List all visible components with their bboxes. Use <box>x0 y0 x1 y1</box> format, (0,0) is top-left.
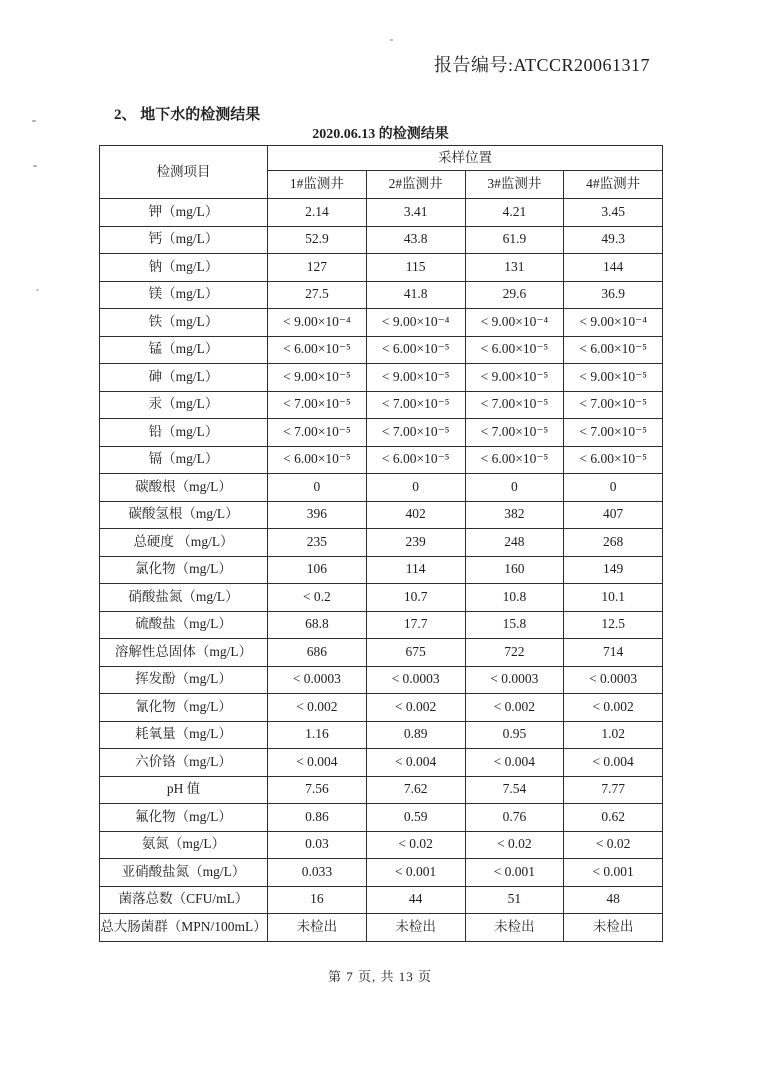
parameter-label: pH 值 <box>100 776 268 804</box>
section-heading: 2、 地下水的检测结果 <box>114 107 261 123</box>
table-row <box>100 721 663 749</box>
value-cell: < 0.002 <box>465 694 564 722</box>
value-cell: < 0.002 <box>366 694 465 722</box>
value-cell: 149 <box>564 556 663 584</box>
table-row <box>100 226 663 254</box>
value-cell: < 7.00×10⁻⁵ <box>564 391 663 419</box>
header-sampling-location: 采样位置 <box>268 146 663 171</box>
parameter-label: 汞（mg/L） <box>100 391 268 419</box>
table-row <box>100 474 663 502</box>
value-cell: 10.8 <box>465 584 564 612</box>
scan-speck <box>33 165 37 167</box>
value-cell: < 6.00×10⁻⁵ <box>268 336 367 364</box>
table-row <box>100 611 663 639</box>
value-cell: 44 <box>366 886 465 914</box>
value-cell: < 0.02 <box>465 831 564 859</box>
header-well-3: 3#监测井 <box>465 171 564 199</box>
value-cell: 7.62 <box>366 776 465 804</box>
value-cell: 686 <box>268 639 367 667</box>
value-cell: 0.76 <box>465 804 564 832</box>
table-title: 2020.06.13 的检测结果 <box>312 127 449 142</box>
value-cell: 0.95 <box>465 721 564 749</box>
parameter-label: 硝酸盐氮（mg/L） <box>100 584 268 612</box>
value-cell: 43.8 <box>366 226 465 254</box>
value-cell: 12.5 <box>564 611 663 639</box>
value-cell: < 6.00×10⁻⁵ <box>465 336 564 364</box>
value-cell: 235 <box>268 529 367 557</box>
value-cell: < 0.004 <box>465 749 564 777</box>
table-row <box>100 281 663 309</box>
value-cell: < 7.00×10⁻⁵ <box>465 391 564 419</box>
value-cell: < 0.004 <box>564 749 663 777</box>
value-cell: 0 <box>465 474 564 502</box>
value-cell: 131 <box>465 254 564 282</box>
table-row <box>100 666 663 694</box>
value-cell: 714 <box>564 639 663 667</box>
value-cell: 160 <box>465 556 564 584</box>
value-cell: < 6.00×10⁻⁵ <box>465 446 564 474</box>
value-cell: 7.54 <box>465 776 564 804</box>
header-item-column: 检测项目 <box>100 146 268 199</box>
value-cell: < 0.001 <box>465 859 564 887</box>
parameter-label: 总硬度 （mg/L） <box>100 529 268 557</box>
table-row <box>100 501 663 529</box>
parameter-label: 钾（mg/L） <box>100 199 268 227</box>
value-cell: 675 <box>366 639 465 667</box>
table-row <box>100 364 663 392</box>
value-cell: 396 <box>268 501 367 529</box>
table-row <box>100 749 663 777</box>
table-row <box>100 254 663 282</box>
parameter-label: 砷（mg/L） <box>100 364 268 392</box>
header-row-sampling <box>100 146 663 171</box>
value-cell: < 9.00×10⁻⁴ <box>366 309 465 337</box>
value-cell: < 7.00×10⁻⁵ <box>465 419 564 447</box>
value-cell: 407 <box>564 501 663 529</box>
value-cell: 1.02 <box>564 721 663 749</box>
value-cell: 52.9 <box>268 226 367 254</box>
value-cell: < 9.00×10⁻⁵ <box>268 364 367 392</box>
value-cell: < 6.00×10⁻⁵ <box>564 446 663 474</box>
value-cell: 16 <box>268 886 367 914</box>
value-cell: < 9.00×10⁻⁴ <box>465 309 564 337</box>
value-cell: 0.59 <box>366 804 465 832</box>
value-cell: < 7.00×10⁻⁵ <box>268 419 367 447</box>
scan-speck <box>390 39 393 41</box>
table-row <box>100 309 663 337</box>
parameter-label: 铁（mg/L） <box>100 309 268 337</box>
value-cell: < 9.00×10⁻⁵ <box>564 364 663 392</box>
value-cell: 68.8 <box>268 611 367 639</box>
value-cell: 1.16 <box>268 721 367 749</box>
value-cell: < 0.002 <box>268 694 367 722</box>
value-cell: < 7.00×10⁻⁵ <box>366 391 465 419</box>
value-cell: 268 <box>564 529 663 557</box>
value-cell: 115 <box>366 254 465 282</box>
report-number: 报告编号:ATCCR20061317 <box>433 55 650 75</box>
value-cell: 48 <box>564 886 663 914</box>
value-cell: 15.8 <box>465 611 564 639</box>
value-cell: 51 <box>465 886 564 914</box>
value-cell: 4.21 <box>465 199 564 227</box>
value-cell: 36.9 <box>564 281 663 309</box>
parameter-label: 菌落总数（CFU/mL） <box>100 886 268 914</box>
parameter-label: 镁（mg/L） <box>100 281 268 309</box>
table-row <box>100 694 663 722</box>
value-cell: 382 <box>465 501 564 529</box>
table-row <box>100 529 663 557</box>
table-row <box>100 859 663 887</box>
parameter-label: 总大肠菌群（MPN/100mL） <box>100 914 268 942</box>
header-well-1: 1#监测井 <box>268 171 367 199</box>
parameter-label: 钙（mg/L） <box>100 226 268 254</box>
results-body <box>100 199 663 942</box>
value-cell: < 0.001 <box>564 859 663 887</box>
table-row <box>100 831 663 859</box>
value-cell: < 0.2 <box>268 584 367 612</box>
value-cell: < 0.0003 <box>268 666 367 694</box>
value-cell: < 6.00×10⁻⁵ <box>366 446 465 474</box>
parameter-label: 亚硝酸盐氮（mg/L） <box>100 859 268 887</box>
parameter-label: 碳酸氢根（mg/L） <box>100 501 268 529</box>
value-cell: < 9.00×10⁻⁵ <box>366 364 465 392</box>
value-cell: 41.8 <box>366 281 465 309</box>
value-cell: < 7.00×10⁻⁵ <box>366 419 465 447</box>
value-cell: 未检出 <box>366 914 465 942</box>
value-cell: < 0.02 <box>564 831 663 859</box>
parameter-label: 铅（mg/L） <box>100 419 268 447</box>
table-row <box>100 584 663 612</box>
table-row <box>100 914 663 942</box>
scan-speck <box>32 120 36 122</box>
value-cell: 127 <box>268 254 367 282</box>
value-cell: 10.7 <box>366 584 465 612</box>
parameter-label: 溶解性总固体（mg/L） <box>100 639 268 667</box>
value-cell: < 6.00×10⁻⁵ <box>268 446 367 474</box>
value-cell: 248 <box>465 529 564 557</box>
value-cell: 3.45 <box>564 199 663 227</box>
table-row <box>100 639 663 667</box>
scan-speck <box>36 289 39 291</box>
table-row <box>100 886 663 914</box>
value-cell: 未检出 <box>465 914 564 942</box>
table-row <box>100 556 663 584</box>
value-cell: 2.14 <box>268 199 367 227</box>
value-cell: 114 <box>366 556 465 584</box>
value-cell: 61.9 <box>465 226 564 254</box>
value-cell: 402 <box>366 501 465 529</box>
value-cell: < 0.004 <box>268 749 367 777</box>
parameter-label: 氨氮（mg/L） <box>100 831 268 859</box>
table-row <box>100 336 663 364</box>
value-cell: 49.3 <box>564 226 663 254</box>
value-cell: 0.03 <box>268 831 367 859</box>
value-cell: 144 <box>564 254 663 282</box>
value-cell: < 6.00×10⁻⁵ <box>366 336 465 364</box>
value-cell: 7.77 <box>564 776 663 804</box>
value-cell: < 6.00×10⁻⁵ <box>564 336 663 364</box>
value-cell: 3.41 <box>366 199 465 227</box>
table-row <box>100 199 663 227</box>
table-row <box>100 419 663 447</box>
value-cell: < 0.0003 <box>366 666 465 694</box>
parameter-label: 碳酸根（mg/L） <box>100 474 268 502</box>
table-row <box>100 804 663 832</box>
page-number: 第 7 页, 共 13 页 <box>327 969 432 984</box>
parameter-label: 镉（mg/L） <box>100 446 268 474</box>
value-cell: < 0.02 <box>366 831 465 859</box>
value-cell: 0.62 <box>564 804 663 832</box>
table-row <box>100 391 663 419</box>
parameter-label: 氟化物（mg/L） <box>100 804 268 832</box>
value-cell: 0 <box>564 474 663 502</box>
value-cell: 未检出 <box>268 914 367 942</box>
parameter-label: 耗氧量（mg/L） <box>100 721 268 749</box>
value-cell: 106 <box>268 556 367 584</box>
parameter-label: 钠（mg/L） <box>100 254 268 282</box>
value-cell: < 0.0003 <box>564 666 663 694</box>
value-cell: 0.89 <box>366 721 465 749</box>
parameter-label: 挥发酚（mg/L） <box>100 666 268 694</box>
parameter-label: 氯化物（mg/L） <box>100 556 268 584</box>
value-cell: 0 <box>366 474 465 502</box>
value-cell: 0.033 <box>268 859 367 887</box>
value-cell: < 0.0003 <box>465 666 564 694</box>
value-cell: 29.6 <box>465 281 564 309</box>
value-cell: 未检出 <box>564 914 663 942</box>
parameter-label: 锰（mg/L） <box>100 336 268 364</box>
parameter-label: 氰化物（mg/L） <box>100 694 268 722</box>
results-table <box>99 145 663 942</box>
value-cell: < 0.002 <box>564 694 663 722</box>
value-cell: < 7.00×10⁻⁵ <box>564 419 663 447</box>
value-cell: 0 <box>268 474 367 502</box>
value-cell: 0.86 <box>268 804 367 832</box>
value-cell: 17.7 <box>366 611 465 639</box>
value-cell: 27.5 <box>268 281 367 309</box>
value-cell: < 7.00×10⁻⁵ <box>268 391 367 419</box>
value-cell: 722 <box>465 639 564 667</box>
value-cell: < 9.00×10⁻⁵ <box>465 364 564 392</box>
header-well-4: 4#监测井 <box>564 171 663 199</box>
table-row <box>100 776 663 804</box>
value-cell: 7.56 <box>268 776 367 804</box>
value-cell: < 9.00×10⁻⁴ <box>564 309 663 337</box>
value-cell: 10.1 <box>564 584 663 612</box>
value-cell: < 0.004 <box>366 749 465 777</box>
parameter-label: 硫酸盐（mg/L） <box>100 611 268 639</box>
parameter-label: 六价铬（mg/L） <box>100 749 268 777</box>
value-cell: 239 <box>366 529 465 557</box>
header-well-2: 2#监测井 <box>366 171 465 199</box>
value-cell: < 9.00×10⁻⁴ <box>268 309 367 337</box>
table-row <box>100 446 663 474</box>
value-cell: < 0.001 <box>366 859 465 887</box>
